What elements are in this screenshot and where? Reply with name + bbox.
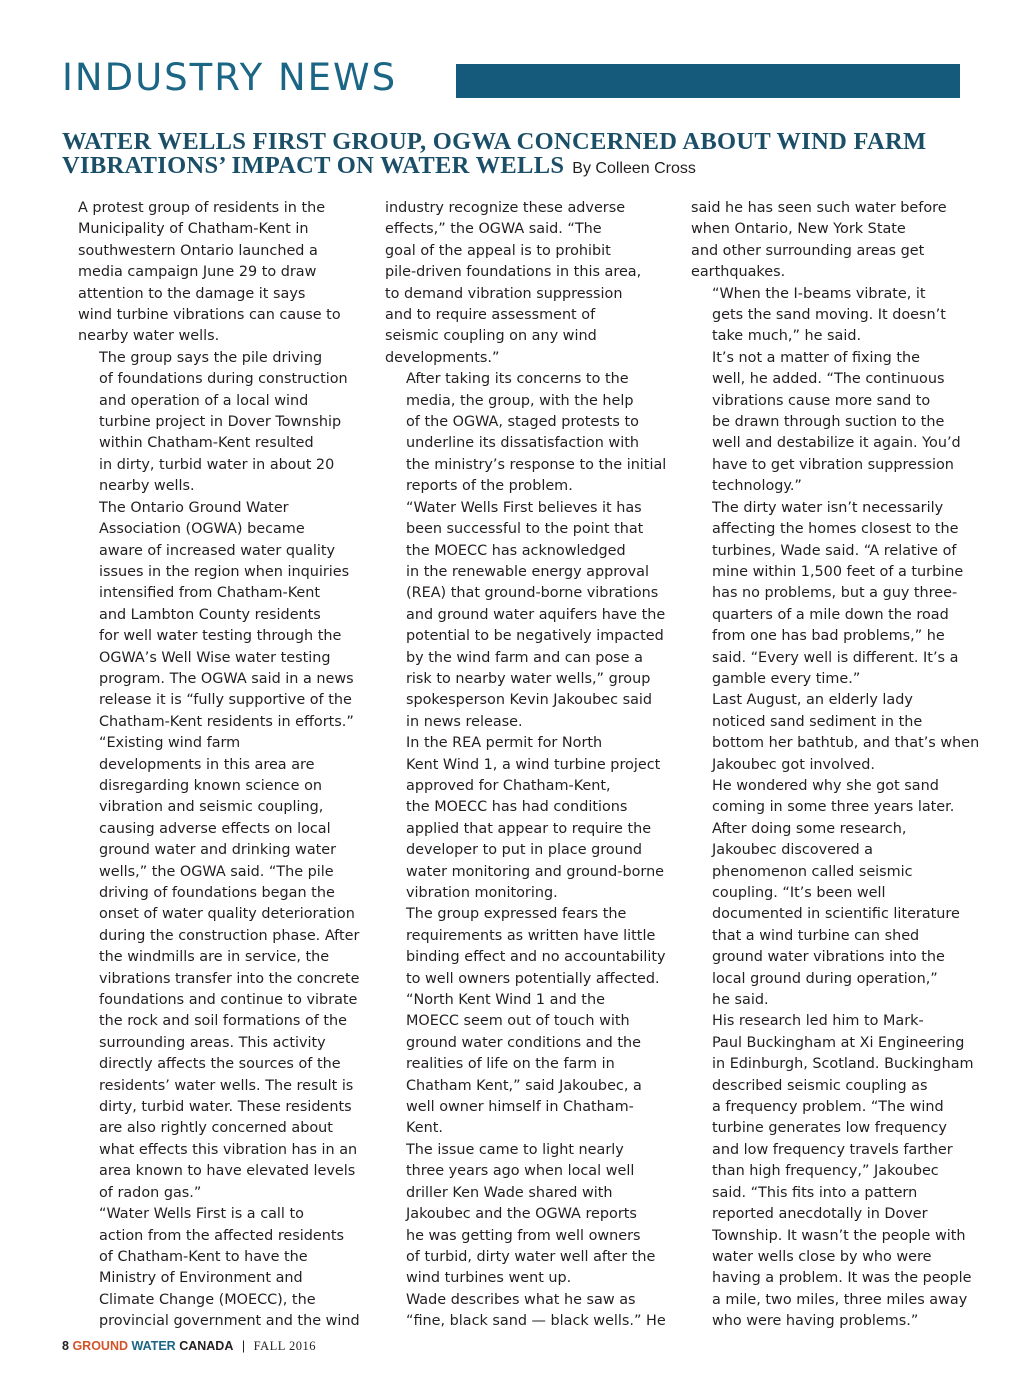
text-line: when Ontario, New York State [691, 221, 906, 238]
article-paragraph [78, 198, 356, 348]
text-line: described seismic coupling as [712, 1077, 928, 1094]
text-line: vibrations cause more sand to [712, 392, 931, 409]
text-line: program. The OGWA said in a news [99, 670, 354, 687]
magazine-name-ground: GROUND [72, 1339, 128, 1353]
text-line: Jakoubec and the OGWA reports [406, 1206, 637, 1223]
text-line: for well water testing through the [99, 628, 342, 645]
text-line: release it is “fully supportive of the [99, 692, 352, 709]
text-line: who were having problems.” [712, 1313, 919, 1330]
text-line: and to require assessment of [385, 307, 596, 324]
text-line: and Lambton County residents [99, 606, 321, 623]
text-line: been successful to the point that [406, 521, 644, 538]
text-line: goal of the appeal is to prohibit [385, 242, 611, 259]
text-line: turbine generates low frequency [712, 1120, 947, 1137]
magazine-name-water: WATER [131, 1339, 176, 1353]
text-line: surrounding areas. This activity [99, 1034, 326, 1051]
text-line: the MOECC has had conditions [406, 799, 628, 816]
text-line: gamble every time.” [712, 670, 861, 687]
text-line: are also rightly concerned about [99, 1120, 333, 1137]
text-line: driving of foundations began the [99, 885, 335, 901]
text-line: “Water Wells First is a call to [99, 1206, 304, 1223]
article-paragraph [385, 198, 663, 369]
article-paragraph [691, 284, 963, 348]
text-line: onset of water quality deterioration [99, 906, 355, 923]
text-line: foundations and continue to vibrate [99, 992, 358, 1009]
text-line: the windmills are in service, the [99, 949, 330, 966]
text-line: of foundations during construction [99, 371, 348, 388]
text-line: by the wind farm and can pose a [406, 649, 643, 666]
text-line: within Chatham-Kent resulted [99, 435, 314, 452]
text-line: After taking its concerns to the [406, 371, 629, 388]
text-line: he said. [712, 992, 769, 1009]
text-line: intensified from Chatham-Kent [99, 585, 321, 602]
section-header [62, 56, 960, 100]
text-line: noticed sand sediment in the [712, 713, 923, 730]
text-line: than high frequency,” Jakoubec [712, 1163, 939, 1180]
text-line: affecting the homes closest to the [712, 521, 959, 538]
text-line: to demand vibration suppression [385, 285, 623, 302]
text-line: vibration monitoring. [406, 885, 558, 901]
text-line: technology.” [712, 478, 802, 495]
text-line: In the REA permit for North [406, 735, 603, 752]
text-line: mine within 1,500 feet of a turbine [712, 563, 964, 580]
text-line: Chatham Kent,” said Jakoubec, a [406, 1077, 642, 1094]
section-title-bar [456, 64, 960, 98]
article-headline [62, 130, 962, 181]
text-line: aware of increased water quality [99, 542, 336, 559]
text-line: a frequency problem. “The wind [712, 1099, 944, 1116]
text-line: Kent Wind 1, a wind turbine project [406, 756, 661, 773]
text-line: that a wind turbine can shed [712, 927, 920, 944]
text-line: and low frequency travels farther [712, 1141, 953, 1158]
text-line: the ministry’s response to the initial [406, 456, 667, 473]
text-line: Kent. [406, 1120, 443, 1137]
page-footer [62, 1338, 316, 1354]
article-paragraph [691, 1011, 974, 1332]
text-line: bottom her bathtub, and that’s when [712, 735, 980, 752]
text-line: requirements as written have little [406, 927, 656, 944]
text-line: Wade describes what he saw as [406, 1291, 636, 1308]
text-line: The group expressed fears the [406, 906, 627, 923]
text-line: disregarding known science on [99, 777, 323, 794]
article-paragraph [385, 733, 663, 904]
article-paragraph [691, 348, 963, 498]
text-line: “fine, black sand — black wells.” He [406, 1313, 666, 1330]
article-column-2 [385, 198, 667, 1333]
text-line: said. “This fits into a pattern [712, 1184, 918, 1201]
text-line: His research led him to Mark- [712, 1013, 924, 1030]
text-line: nearby water wells. [78, 328, 220, 345]
text-line: and ground water aquifers have the [406, 606, 666, 623]
text-line: and other surrounding areas get [691, 242, 925, 259]
text-line: MOECC seem out of touch with [406, 1013, 630, 1030]
article-paragraph [385, 1290, 666, 1333]
text-line: documented in scientific literature [712, 906, 960, 923]
text-line: “Existing wind farm [99, 735, 241, 752]
text-line: gets the sand moving. It doesn’t [712, 307, 946, 324]
text-line: of turbid, dirty water well after the [406, 1248, 656, 1265]
text-line: media campaign June 29 to draw [78, 264, 317, 281]
text-line: in dirty, turbid water in about 20 [99, 456, 335, 473]
article-column-1 [78, 198, 360, 1333]
article-paragraph [691, 776, 963, 819]
text-line: water monitoring and ground-borne [406, 863, 665, 880]
text-line: residents’ water wells. The result is [99, 1077, 354, 1094]
text-line: water wells close by who were [712, 1248, 932, 1265]
text-line: be drawn through suction to the [712, 414, 945, 431]
text-line: potential to be negatively impacted [406, 628, 664, 645]
article-paragraph [385, 369, 667, 497]
text-line: turbine project in Dover Township [99, 414, 342, 431]
text-line: “When the I-beams vibrate, it [712, 285, 926, 302]
article-paragraph [385, 904, 666, 1139]
section-title: INDUSTRY NEWS [62, 56, 398, 99]
article-paragraph [691, 498, 963, 691]
article-paragraph [691, 690, 980, 776]
text-line: of the OGWA, staged protests to [406, 414, 639, 431]
text-line: OGWA’s Well Wise water testing [99, 649, 331, 666]
text-line: developments in this area are [99, 756, 315, 773]
article-paragraph [385, 1140, 663, 1290]
text-line: The Ontario Ground Water [99, 499, 289, 516]
text-line: seismic coupling on any wind [385, 328, 597, 345]
text-line: in Edinburgh, Scotland. Buckingham [712, 1056, 974, 1073]
article-paragraph [385, 498, 666, 733]
text-line: Chatham-Kent residents in efforts.” [99, 713, 354, 730]
headline-line-2: VIBRATIONS’ IMPACT ON WATER WELLS [62, 152, 565, 179]
text-line: underline its dissatisfaction with [406, 435, 639, 452]
text-line: reports of the problem. [406, 478, 573, 495]
text-line: industry recognize these adverse [385, 200, 626, 216]
text-line: the MOECC has acknowledged [406, 542, 626, 559]
text-line: three years ago when local well [406, 1163, 635, 1180]
text-line: wells,” the OGWA said. “The pile [99, 863, 334, 880]
text-line: causing adverse effects on local [99, 820, 331, 837]
text-line: ground water conditions and the [406, 1034, 641, 1051]
article-column-3 [691, 198, 980, 1333]
text-line: developer to put in place ground [406, 842, 643, 859]
text-line: in news release. [406, 713, 523, 730]
text-line: issues in the region when inquiries [99, 563, 350, 580]
text-line: pile-driven foundations in this area, [385, 264, 642, 281]
text-line: ground water and drinking water [99, 842, 337, 859]
text-line: Paul Buckingham at Xi Engineering [712, 1034, 965, 1051]
text-line: have to get vibration suppression [712, 456, 954, 473]
footer-divider: | [241, 1339, 246, 1353]
text-line: realities of life on the farm in [406, 1056, 615, 1073]
text-line: well, he added. “The continuous [712, 371, 945, 388]
text-line: “Water Wells First believes it has [406, 499, 642, 516]
text-line: said. “Every well is different. It’s a [712, 649, 959, 666]
text-line: Township. It wasn’t the people with [712, 1227, 966, 1244]
text-line: take much,” he said. [712, 328, 862, 345]
text-line: local ground during operation,” [712, 970, 938, 987]
text-line: applied that appear to require the [406, 820, 652, 837]
article-paragraph [78, 733, 360, 1204]
text-line: coupling. “It’s been well [712, 885, 886, 901]
text-line: developments.” [385, 349, 500, 366]
text-line: earthquakes. [691, 264, 786, 281]
text-line: coming in some three years later. [712, 799, 955, 816]
text-line: effects,” the OGWA said. “The [385, 221, 602, 238]
text-line: what effects this vibration has in an [99, 1141, 358, 1158]
text-line: and operation of a local wind [99, 392, 309, 409]
text-line: After doing some research, [712, 820, 907, 837]
text-line: Jakoubec got involved. [712, 756, 875, 773]
text-line: well and destabilize it again. You’d [712, 435, 961, 452]
magazine-name-canada: CANADA [179, 1339, 234, 1353]
article-paragraph [78, 1204, 360, 1332]
text-line: vibrations transfer into the concrete [99, 970, 360, 987]
text-line: wind turbines went up. [406, 1270, 572, 1287]
text-line: a mile, two miles, three miles away [712, 1291, 968, 1308]
text-line: The issue came to light nearly [406, 1141, 624, 1158]
text-line: Climate Change (MOECC), the [99, 1291, 316, 1308]
text-line: from one has bad problems,” he [712, 628, 945, 645]
text-line: having a problem. It was the people [712, 1270, 972, 1287]
article-paragraph [78, 498, 356, 733]
text-line: A protest group of residents in the [78, 200, 326, 216]
text-line: The dirty water isn’t necessarily [712, 499, 944, 516]
text-line: in the renewable energy approval [406, 563, 650, 580]
text-line: nearby wells. [99, 478, 195, 495]
text-line: attention to the damage it says [78, 285, 306, 302]
text-line: “North Kent Wind 1 and the [406, 992, 605, 1009]
text-line: media, the group, with the help [406, 392, 634, 409]
text-line: risk to nearby water wells,” group [406, 670, 651, 687]
text-line: said he has seen such water before [691, 200, 947, 216]
text-line: wind turbine vibrations can cause to [78, 307, 341, 324]
text-line: has no problems, but a guy three- [712, 585, 958, 602]
text-line: provincial government and the wind [99, 1313, 360, 1330]
text-line: well owner himself in Chatham- [406, 1099, 634, 1116]
text-line: approved for Chatham-Kent, [406, 777, 611, 794]
text-line: area known to have elevated levels [99, 1163, 356, 1180]
text-line: the rock and soil formations of the [99, 1013, 348, 1030]
text-line: (REA) that ground-borne vibrations [406, 585, 659, 602]
text-line: ground water vibrations into the [712, 949, 945, 966]
text-line: Jakoubec discovered a [712, 842, 873, 859]
text-line: Ministry of Environment and [99, 1270, 303, 1287]
text-line: of radon gas.” [99, 1184, 202, 1201]
text-line: phenomenon called seismic [712, 863, 913, 880]
text-line: during the construction phase. After [99, 927, 360, 944]
text-line: southwestern Ontario launched a [78, 242, 318, 259]
text-line: he was getting from well owners [406, 1227, 641, 1244]
text-line: He wondered why she got sand [712, 777, 939, 794]
headline-line-1: WATER WELLS FIRST GROUP, OGWA CONCERNED ABOUT WIND FARM [62, 128, 927, 155]
text-line: action from the affected residents [99, 1227, 345, 1244]
text-line: turbines, Wade said. “A relative of [712, 542, 957, 559]
page-number: 8 [62, 1339, 69, 1353]
text-line: Municipality of Chatham-Kent in [78, 221, 309, 238]
text-line: directly affects the sources of the [99, 1056, 341, 1073]
text-line: of Chatham-Kent to have the [99, 1248, 308, 1265]
issue-date: FALL 2016 [253, 1339, 317, 1353]
text-line: spokesperson Kevin Jakoubec said [406, 692, 653, 709]
text-line: The group says the pile driving [99, 349, 323, 366]
text-line: to well owners potentially affected. [406, 970, 660, 987]
article-paragraph [78, 348, 356, 498]
text-line: quarters of a mile down the road [712, 606, 949, 623]
text-line: It’s not a matter of fixing the [712, 349, 921, 366]
article-paragraph [691, 819, 963, 1012]
text-line: Last August, an elderly lady [712, 692, 913, 709]
text-line: reported anecdotally in Dover [712, 1206, 928, 1223]
text-line: Association (OGWA) became [99, 521, 305, 538]
text-line: driller Ken Wade shared with [406, 1184, 613, 1201]
text-line: vibration and seismic coupling, [99, 799, 324, 816]
text-line: binding effect and no accountability [406, 949, 666, 966]
article-paragraph [691, 198, 963, 284]
text-line: dirty, turbid water. These residents [99, 1099, 352, 1116]
article-byline: By Colleen Cross [572, 160, 696, 177]
